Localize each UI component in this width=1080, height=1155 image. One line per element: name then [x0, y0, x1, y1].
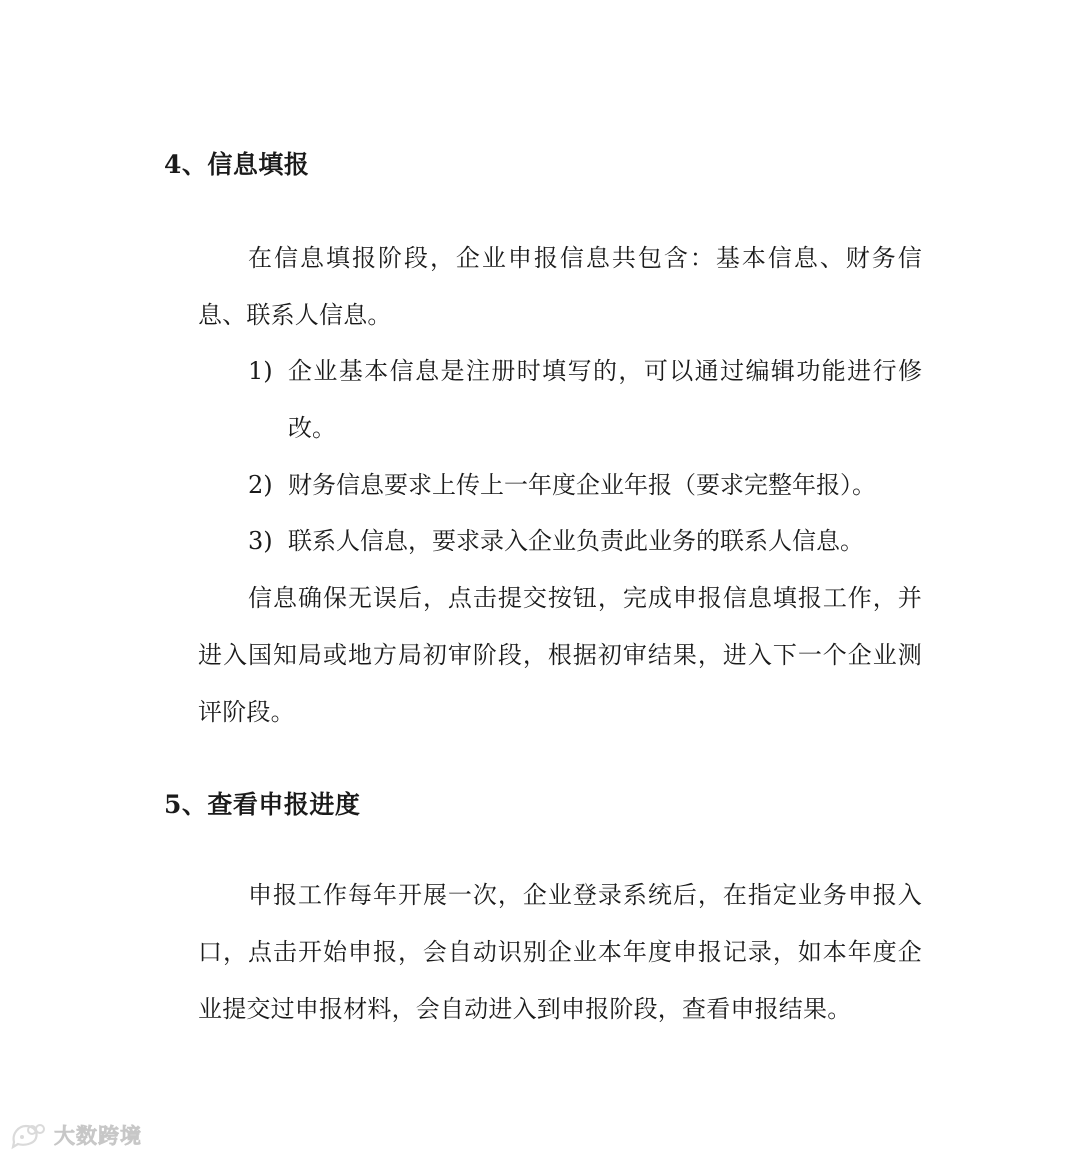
- section-5-heading: 5、查看申报进度: [164, 790, 361, 819]
- watermark-text: 大数跨境: [54, 1124, 142, 1148]
- watermark: [10, 1120, 142, 1150]
- section-4-heading: 4、信息填报: [164, 150, 310, 179]
- section-4-conclusion: 信息确保无误后，点击提交按钮，完成申报信息填报工作，并进入国知局或地方局初审阶段，根据初审结果，进入下一个企业测评阶段。: [198, 584, 922, 726]
- section-4-intro: 在信息填报阶段，企业申报信息共包含：基本信息、财务信息、联系人信息。: [198, 244, 922, 329]
- list-item-number: 2): [248, 471, 273, 499]
- list-item-3: [248, 513, 922, 570]
- list-item-text: 联系人信息，要求录入企业负责此业务的联系人信息。: [288, 527, 864, 555]
- chat-bubble-logo-icon: [10, 1120, 50, 1150]
- section-5-body: 申报工作每年开展一次，企业登录系统后，在指定业务申报入口，点击开始申报，会自动识别企业本年度申报记录，如本年度企业提交过申报材料，会自动进入到申报阶段，查看申报结果。: [198, 881, 922, 1023]
- list-item-text: 企业基本信息是注册时填写的，可以通过编辑功能进行修改。: [288, 357, 922, 442]
- list-item-number: 1): [248, 357, 273, 385]
- list-item-number: 3): [248, 527, 273, 555]
- list-item-1: [248, 343, 922, 457]
- list-item-text: 财务信息要求上传上一年度企业年报（要求完整年报）。: [288, 471, 876, 499]
- list-item-2: [248, 457, 922, 514]
